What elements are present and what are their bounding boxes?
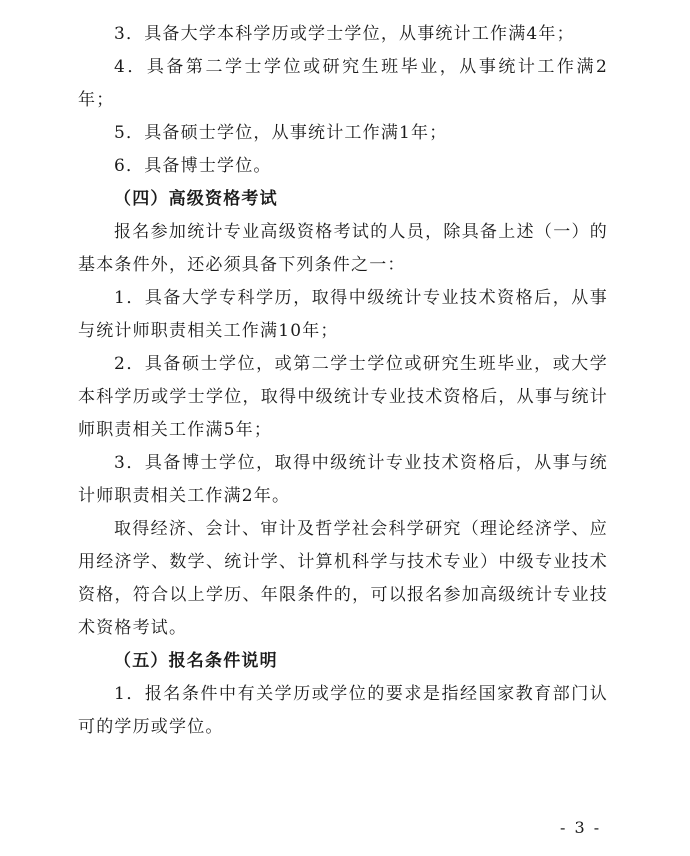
section-heading-conditions-notes: （五）报名条件说明 [114,651,278,671]
paragraph-senior-item-1: 1．具备大学专科学历，取得中级统计专业技术资格后，从事与统计师职责相关工作满10年； [78,288,608,341]
paragraph-item-3: 3．具备大学本科学历或学士学位，从事统计工作满4年； [114,24,575,44]
paragraph-item-4: 4．具备第二学士学位或研究生班毕业，从事统计工作满2年； [78,57,608,110]
paragraph-item-6: 6．具备博士学位。 [114,156,272,176]
paragraph-other-qualifications: 取得经济、会计、审计及哲学社会科学研究（理论经济学、应用经济学、数学、统计学、计算机科学与技术专业）中级专业技术资格，符合以上学历、年限条件的，可以报名参加高级统计专业技术资格考试。 [78,519,608,638]
paragraph-notes-item-1: 1．报名条件中有关学历或学位的要求是指经国家教育部门认可的学历或学位。 [78,684,608,737]
paragraph-senior-item-2: 2．具备硕士学位，或第二学士学位或研究生班毕业，或大学本科学历或学士学位，取得中级统计专业技术资格后，从事与统计师职责相关工作满5年； [78,354,608,440]
paragraph-senior-item-3: 3．具备博士学位，取得中级统计专业技术资格后，从事与统计师职责相关工作满2年。 [78,453,608,506]
section-heading-senior-exam: （四）高级资格考试 [114,189,278,209]
document-body [78,18,608,744]
paragraph-senior-intro: 报名参加统计专业高级资格考试的人员，除具备上述（一）的基本条件外，还必须具备下列条件之一： [78,222,608,275]
page-number: - 3 - [560,818,602,837]
paragraph-item-5: 5．具备硕士学位，从事统计工作满1年； [114,123,448,143]
